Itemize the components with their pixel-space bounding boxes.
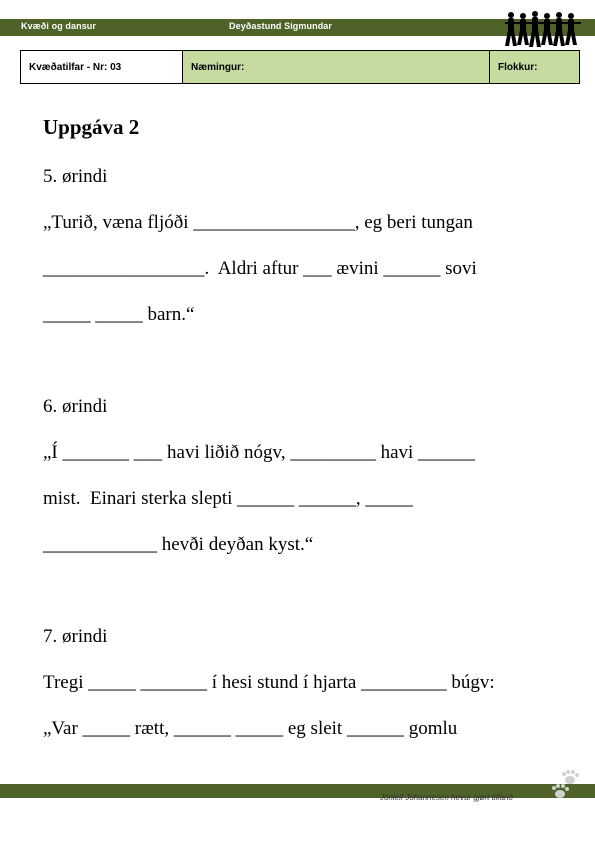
dancers-silhouette-icon: [505, 10, 581, 48]
verse-line: _________________. Aldri aftur ___ ævini ______ sovi: [43, 258, 477, 279]
student-name-label: Næmingur:: [191, 61, 245, 73]
verse-heading: 7. ørindi: [43, 626, 108, 647]
student-name-field[interactable]: [183, 51, 490, 83]
verse-heading: 6. ørindi: [43, 396, 108, 417]
verse-line: „Var _____ rætt, ______ _____ eg sleit ______ gomlu: [43, 718, 458, 739]
verse-line: _____ _____ barn.“: [43, 304, 195, 325]
verse-line: „Turið, væna fljóði _________________, eg beri tungan: [43, 212, 473, 233]
header-left-text: Kvæði og dansur: [21, 21, 97, 31]
header-center-text: Deyðastund Sigmundar: [229, 21, 333, 31]
page-title: Uppgáva 2: [43, 115, 140, 139]
verse-line: Tregi _____ _______ í hesi stund í hjarta _________ búgv:: [43, 672, 495, 693]
worksheet-number-label: Kvæðatilfar - Nr: 03: [29, 61, 122, 73]
verse-heading: 5. ørindi: [43, 166, 108, 187]
class-field[interactable]: [490, 51, 579, 83]
footer-credit: Jónleif Johannesen hevur gjørt tilfarið: [380, 793, 513, 802]
paw-prints-icon: [548, 770, 584, 802]
class-label: Flokkur:: [498, 61, 538, 73]
worksheet-number-field: [21, 51, 183, 83]
verse-line: „Í _______ ___ havi liðið nógv, _________ havi ______: [43, 442, 476, 463]
verse-line: ____________ hevði deyðan kyst.“: [43, 534, 314, 555]
verse-line: mist. Einari sterka slepti ______ ______, _____: [43, 488, 413, 509]
student-info-box: [20, 50, 580, 84]
